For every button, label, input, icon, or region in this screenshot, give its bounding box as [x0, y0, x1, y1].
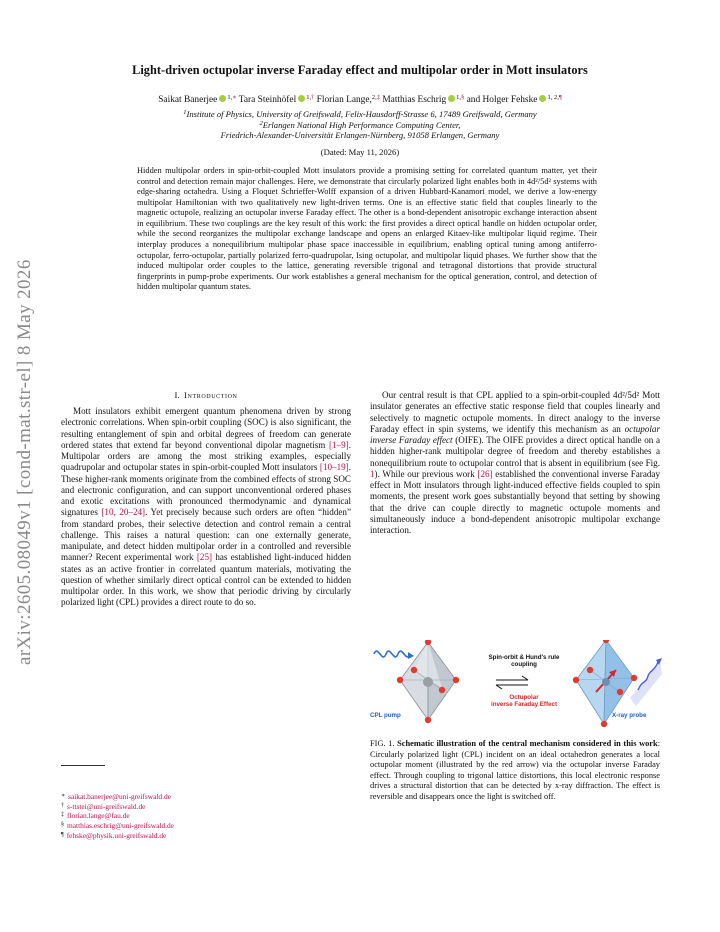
footnote-email: florian.lange@fau.de [67, 811, 130, 821]
author-list [60, 93, 660, 105]
author-affiliation-number: 1, 2, [547, 94, 559, 101]
affiliation-2-cont: Friedrich-Alexander-Universität Erlangen-Nürnberg, 91058 Erlangen, Germany [220, 130, 500, 140]
abstract: Hidden multipolar orders in spin-orbit-coupled Mott insulators provide a promising setting for correlated quantum matter, yet their control and detection remain major challenges. Here, we demonstrate that circularly polarized light enables both in 4d²/5d² systems with edge-sharing octahedra. Using a Floquet Schrieffer-Wolff expansion of a driven Hubbard-Kanamori model, we derive a low-energy multipolar Hamiltonian with two qualitatively new light-driven terms. One is an effective static field that couples linearly to the magnetic octupole, realizing an octupolar inverse Faraday effect. The other is a bond-dependent anisotropic exchange interaction absent in equilibrium. These two couplings are the key result of this work: the first provides a direct optical handle on hidden octupolar order, while the second reorganizes the multipolar exchange landscape and opens an enlarged Kitaev-like multipolar liquid regime. Their interplay produces a nonequilibrium multipolar phase space inaccessible in equilibrium, enabling optical tuning among antiferro-octupolar, ferro-octupolar, partially polarized ferro-quadrupolar, Ising octupolar, and multipolar liquid phases. We further show that the induced multipolar order couples to the lattice, generating reversible trigonal and tetragonal distortions that provide structural fingerprints in pump-probe experiments. Our work establishes a general mechanism for the optical generation, control, and detection of hidden multipolar quantum states. [137, 166, 597, 292]
author-name: Florian Lange, [316, 95, 372, 105]
cpl-wave-icon [374, 651, 410, 657]
figure-label-oife: Octupolar inverse Faraday Effect [490, 694, 558, 708]
figure-label-soc: Spin-orbit & Hund's rule coupling [488, 654, 560, 668]
paper-title: Light-driven octupolar inverse Faraday effect and multipolar order in Mott insulators [132, 63, 588, 77]
footnote-email: s-ttstei@uni-greifswald.de [67, 801, 146, 811]
author-affiliation-number: 1, [456, 94, 462, 101]
orcid-icon [448, 95, 455, 102]
author-name: Matthias Eschrig [382, 95, 447, 105]
citation-link: 1 [370, 468, 375, 479]
footnotes [61, 792, 351, 841]
xray-beam-icon [630, 658, 662, 706]
orcid-icon [219, 95, 226, 102]
footnote-symbol: § [61, 822, 64, 829]
citation-link: [10, 20–24] [101, 507, 146, 518]
affiliation-2: $^2$Erlangen National High Performance Computing Center, [259, 120, 461, 130]
footnote-symbol: † [61, 802, 64, 809]
footnote-email: matthias.eschrig@uni-greifswald.de [67, 821, 174, 831]
section-heading-introduction: I. Introduction [174, 390, 238, 400]
footnote-item [61, 811, 351, 821]
author-footnote-mark: ‡ [376, 94, 380, 101]
dated-line: (Dated: May 11, 2026) [320, 147, 400, 157]
footnote-symbol: ∗ [61, 793, 66, 799]
footnote-item [61, 802, 351, 812]
intro-right-text: ). While our previous work [374, 468, 478, 479]
footnote-symbol: ‡ [61, 812, 64, 819]
intro-paragraph-1 [61, 406, 351, 609]
intro-left-text: has established light-induced hidden states as an active frontier in correlated quantum materials, motivating the question of whether similarly direct optical control can be extended to hidden multipolar order. In this work, we show that periodic driving by circularly polarized light (CPL) provides a direct route to do so. [61, 552, 351, 608]
author-footnote-mark: § [461, 94, 465, 101]
intro-paragraph-2 [370, 390, 660, 536]
equilibrium-arrows-icon [496, 676, 528, 689]
affiliation-1: $^1$Institute of Physics, University of Greifswald, Felix-Hausdorff-Strasse 6, 17489 Greifswald, Germany [183, 109, 537, 119]
figure-label-cpl: CPL pump [370, 712, 401, 719]
intro-right-text: Our central result is that CPL applied to a spin-orbit-coupled 4d²/5d² Mott insulator generates an effective static response field that couples linearly and selectively to magnetic octupole moments. In direct analogy to the inverse Faraday effect in spin systems, we identify this mechanism as an [370, 390, 660, 434]
citation-link: [1–9] [329, 439, 349, 450]
author-affiliation-number: 1, [306, 94, 312, 101]
footnote-email: saikat.banerjee@uni-greifswald.de [68, 792, 171, 801]
column-right [370, 390, 660, 536]
intro-right-emphasis: octupolar inverse Faraday effect [370, 423, 660, 445]
intro-left-text: Mott insulators exhibit emergent quantum phenomena driven by strong electronic correlations. When spin-orbit coupling (SOC) is also significant, the resulting entanglement of spin and orbital degrees of freedom can generate ordered states that extend far beyond conventional dipolar magnetism [61, 406, 351, 450]
author-affiliation-number: 1, [227, 94, 233, 101]
author-name: Tara Steinhöfel [238, 95, 297, 105]
author-name: Saikat Banerjee [158, 95, 218, 105]
orcid-icon [298, 95, 305, 102]
footnote-item [61, 831, 351, 841]
intro-right-text: established the conventional inverse Faraday effect in Mott insulators through light-induced effective fields coupled to spin moments, the present work goes substantially beyond that setting by showing that the drive can couple directly to magnetic octupole moments and simultaneously induce a bond-dependent anisotropic multipolar exchange interaction. [370, 468, 660, 535]
footnote-item [61, 792, 351, 802]
intro-left-text: . These higher-rank moments originate from the combined effects of strong SOC and electronic configuration, and can support unconventional ordered phases and exotic excitations with pronounced thermodynamic and dynamical signatures [61, 462, 351, 518]
author-name: and Holger Fehske [466, 95, 538, 105]
figure-label-xray: X-ray probe [612, 712, 647, 719]
figure-1-caption: FIG. 1. Schematic illustration of the central mechanism considered in this work: Circularly polarized light (CPL) incident on an ideal octahedron generates a local octupolar moment (illustrated by the red arrow) via the octupolar inverse Faraday effect. Through coupling to trigonal lattice distortions, this local electronic response drives a structural distortion that can be detected by x-ray diffraction. The effect is reversible and disappears once the light is switched off. [370, 739, 661, 801]
author-affiliation-number: 2, [371, 94, 377, 101]
author-footnote-mark: ¶ [558, 94, 562, 101]
orcid-icon [539, 95, 546, 102]
arxiv-identifier: arXiv:2605.08049v1 [cond-mat.str-el] 8 May 2026 [14, 259, 35, 665]
author-footnote-mark: ∗ [232, 94, 237, 101]
intro-right-text: (OIFE). The OIFE provides a direct optical handle on a hidden higher-rank multipolar degree of freedom and thereby establishes a nonequilibrium route to octupolar control that is absent in equilibrium (see Fig. [370, 435, 660, 468]
column-left [61, 390, 351, 609]
citation-link: [10–19] [319, 462, 349, 473]
intro-left-text: . Multipolar orders are among the most striking examples, especially quadrupolar and octupolar states in spin-orbit-coupled Mott insulators [61, 439, 351, 473]
author-footnote-mark: † [311, 94, 315, 101]
footnote-rule [61, 765, 105, 766]
citation-link: [25] [196, 552, 213, 563]
intro-left-text: . Yet precisely because such orders are often “hidden” from standard probes, their selective detection and control remain a central challenge. This raises a natural question: can one externally generate, manipulate, and detect hidden multipolar order in a controlled and reversible manner? Recent experimental work [61, 507, 352, 563]
figure-1 [368, 640, 664, 730]
footnote-email: fehske@physik.uni-greifswald.de [66, 830, 167, 840]
citation-link: [26] [477, 468, 493, 479]
octahedron-left-icon [397, 640, 459, 723]
footnote-item [61, 821, 351, 831]
footnote-symbol: ¶ [61, 831, 64, 838]
